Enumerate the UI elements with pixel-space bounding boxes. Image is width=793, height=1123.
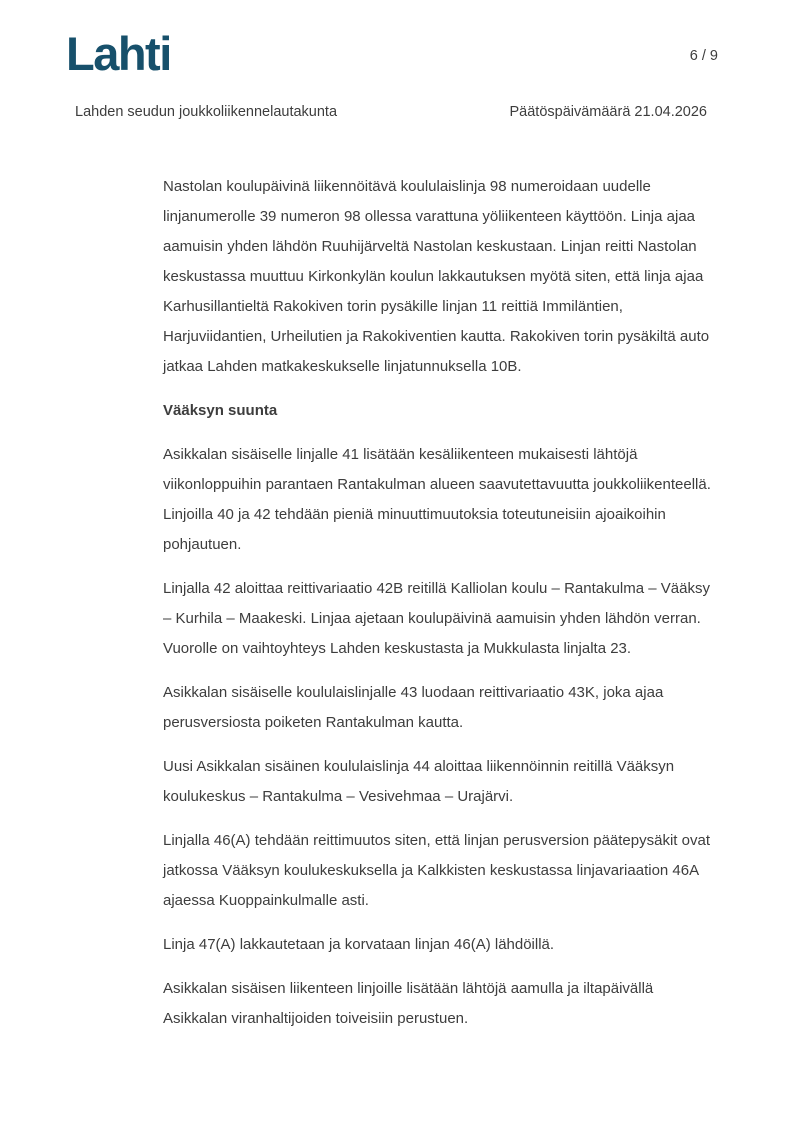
body-paragraph: Linjalla 46(A) tehdään reittimuutos siten, että linjan perusversion päätepysäkit ovat jatkossa Vääksyn koulukeskuksella ja Kalkkisten keskustassa linjavariaation 46A ajaessa Kuoppainkulmalle asti. (163, 832, 710, 909)
lahti-logo: Lahti (66, 27, 171, 80)
body-paragraph: Linja 47(A) lakkautetaan ja korvataan linjan 46(A) lähdöillä. (163, 936, 555, 953)
body-paragraph: Linjalla 42 aloittaa reittivariaatio 42B reitillä Kalliolan koulu – Rantakulma – Vääksy – Kurhila – Maakeski. Linjaa ajetaan koulupäivinä aamuisin yhden lähdön verran. Vuorolle on vaihtoyhteys Lahden keskustasta ja Mukkulasta linjalta 23. (163, 580, 710, 657)
document-header (75, 104, 707, 120)
document-body (163, 172, 720, 1048)
committee-name: Lahden seudun joukkoliikennelautakunta (75, 104, 338, 120)
page-number: 6 / 9 (689, 48, 718, 64)
section-heading: Vääksyn suunta (163, 402, 278, 419)
body-paragraph: Uusi Asikkalan sisäinen koululaislinja 44 aloittaa liikennöinnin reitillä Vääksyn koulukeskus – Rantakulma – Vesivehmaa – Urajärvi. (163, 758, 675, 805)
body-paragraph: Asikkalan sisäisen liikenteen linjoille lisätään lähtöjä aamulla ja iltapäivällä Asikkalan viranhaltijoiden toiveisiin perustuen. (163, 980, 654, 1027)
body-paragraph: Asikkalan sisäiselle linjalle 41 lisätään kesäliikenteen mukaisesti lähtöjä viikonloppuihin parantaen Rantakulman alueen saavutettavuutta joukkoliikenteellä. Linjoilla 40 ja 42 tehdään pieniä minuuttimuutoksia toteutuneisiin ajoaikoihin pohjautuen. (163, 446, 711, 553)
body-paragraph: Asikkalan sisäiselle koululaislinjalle 43 luodaan reittivariaatio 43K, joka ajaa perusversiosta poiketen Rantakulman kautta. (163, 684, 664, 731)
body-paragraph: Nastolan koulupäivinä liikennöitävä koululaislinja 98 numeroidaan uudelle linjanumerolle 39 numeron 98 ollessa varattuna yöliikenteen käyttöön. Linja ajaa aamuisin yhden lähdön Ruuhijärveltä Nastolan keskustaan. Linjan reitti Nastolan keskustassa muuttuu Kirkonkylän koulun lakkautuksen myötä siten, että linja ajaa Karhusillantieltä Rakokiven torin pysäkille linjan 11 reittiä Immiläntien, Harjuviidantien, Urheilutien ja Rakokiventien kautta. Rakokiven torin pysäkiltä auto jatkaa Lahden matkakeskukselle linjatunnuksella 10B. (163, 178, 710, 375)
decision-date: Päätöspäivämäärä 21.04.2026 (509, 104, 707, 120)
